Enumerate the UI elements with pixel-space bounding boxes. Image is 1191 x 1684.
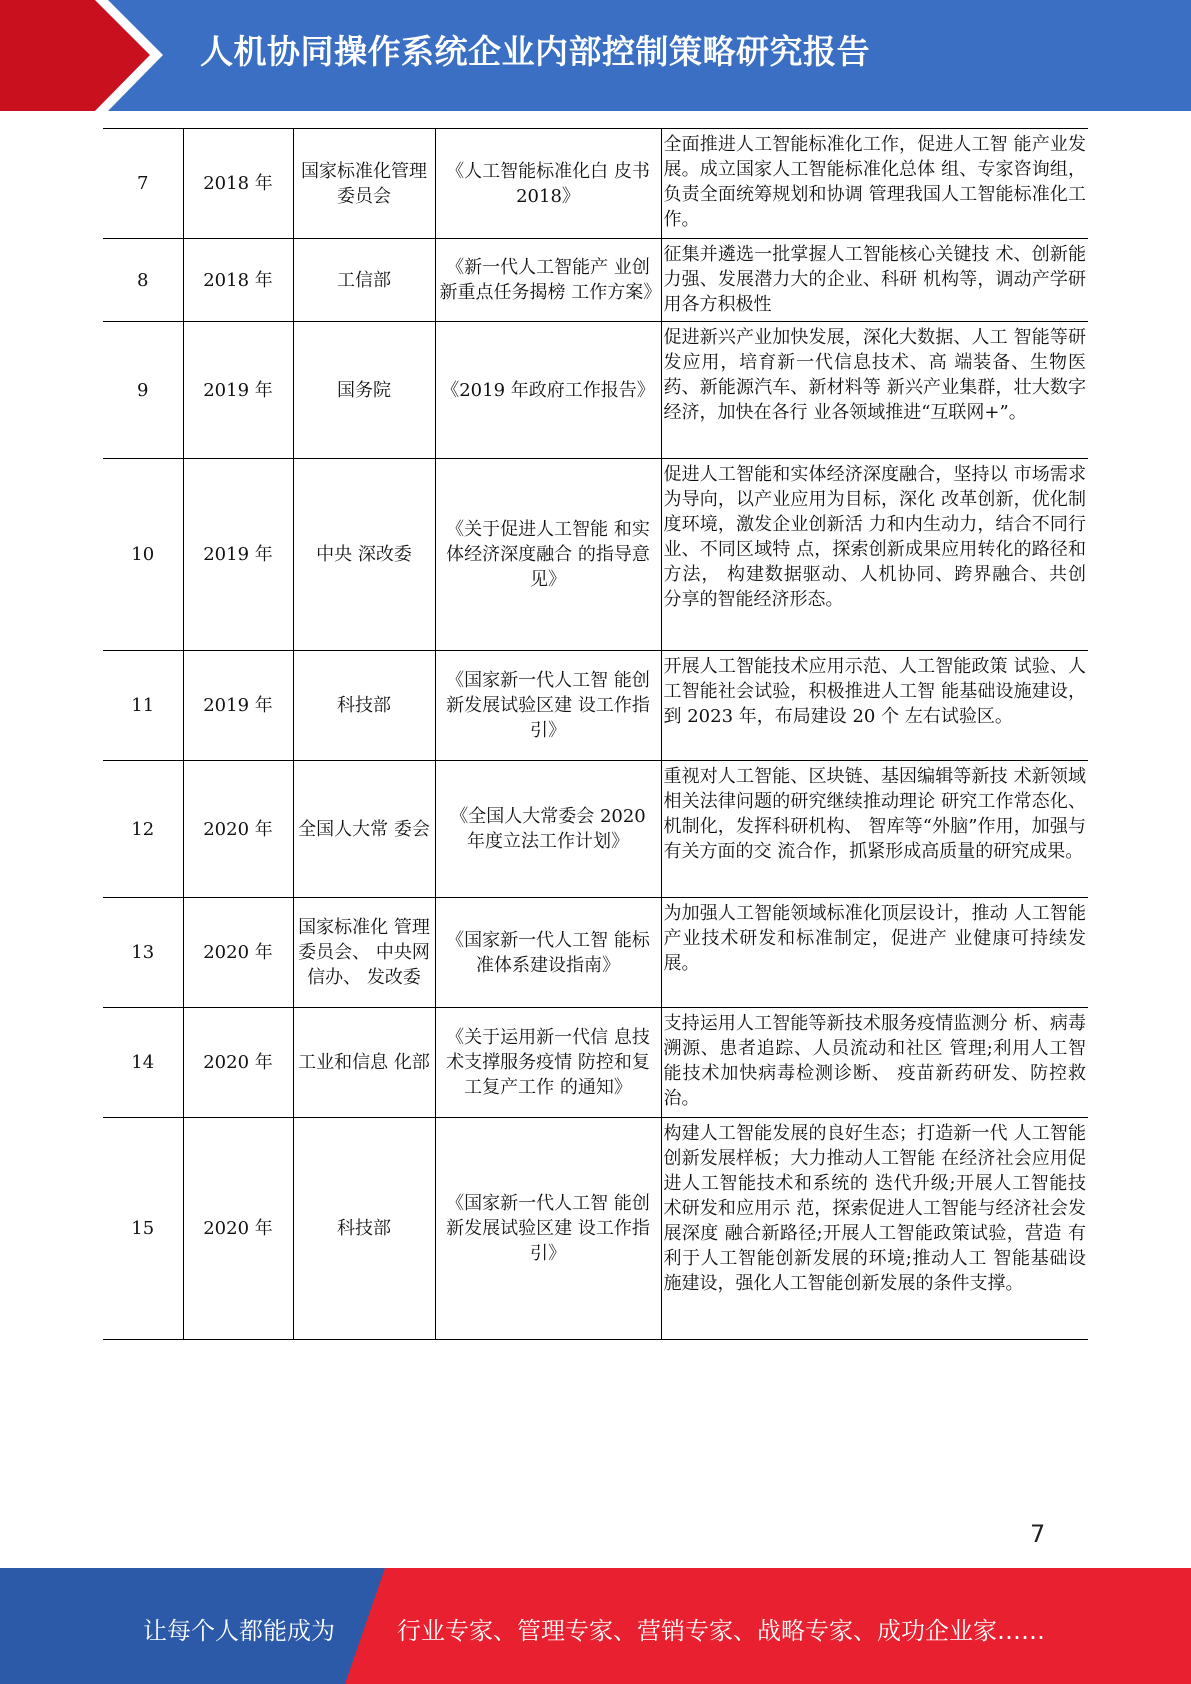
row-number: 10 xyxy=(103,459,183,651)
row-year: 2020 年 xyxy=(183,761,293,898)
policy-table xyxy=(103,128,1088,1340)
row-document: 《新一代人工智能产 业创新重点任务揭榜 工作方案》 xyxy=(435,239,661,322)
row-number: 15 xyxy=(103,1118,183,1340)
row-organization: 国家标准化 管理委员会、 中央网信办、 发改委 xyxy=(293,898,435,1008)
row-document: 《2019 年政府工作报告》 xyxy=(435,322,661,459)
row-document: 《关于运用新一代信 息技术支撑服务疫情 防控和复工复产工作 的通知》 xyxy=(435,1008,661,1118)
page-number: 7 xyxy=(1030,1520,1046,1548)
row-year: 2019 年 xyxy=(183,322,293,459)
row-year: 2018 年 xyxy=(183,129,293,239)
row-description: 促进人工智能和实体经济深度融合，坚持以 市场需求为导向，以产业应用为目标，深化 改革创新，优化制度环境，激发企业创新活 力和内生动力，结合不同行业、不同区域特 点，探索创新成果应用转化的路径和方法， 构建数据驱动、人机协同、跨界融合、共创 分享的智能经济形态。 xyxy=(661,459,1088,651)
row-year: 2019 年 xyxy=(183,459,293,651)
row-number: 8 xyxy=(103,239,183,322)
row-document: 《国家新一代人工智 能创新发展试验区建 设工作指引》 xyxy=(435,1118,661,1340)
row-organization: 科技部 xyxy=(293,1118,435,1340)
row-description: 全面推进人工智能标准化工作，促进人工智 能产业发展。成立国家人工智能标准化总体 组、专家咨询组，负责全面统筹规划和协调 管理我国人工智能标准化工作。 xyxy=(661,129,1088,239)
row-year: 2020 年 xyxy=(183,1118,293,1340)
row-description: 构建人工智能发展的良好生态；打造新一代 人工智能创新发展样板；大力推动人工智能 在经济社会应用促进人工智能技术和系统的 迭代升级;开展人工智能技术研发和应用示 范，探索促进人工智能与经济社会发展深度 融合新路径;开展人工智能政策试验，营造 有利于人工智能创新发展的环境;推动人工 智能基础设施建设，强化人工智能创新发展的条件支撑。 xyxy=(661,1118,1088,1340)
row-description: 征集并遴选一批掌握人工智能核心关键技 术、创新能力强、发展潜力大的企业、科研 机构等，调动产学研用各方积极性 xyxy=(661,239,1088,322)
table-row xyxy=(103,898,1088,1008)
row-description: 为加强人工智能领域标准化顶层设计，推动 人工智能产业技术研发和标准制定，促进产 业健康可持续发展。 xyxy=(661,898,1088,1008)
row-organization: 工信部 xyxy=(293,239,435,322)
report-title: 人机协同操作系统企业内部控制策略研究报告 xyxy=(200,32,870,71)
row-document: 《国家新一代人工智 能标准体系建设指南》 xyxy=(435,898,661,1008)
row-number: 14 xyxy=(103,1008,183,1118)
table-row xyxy=(103,1118,1088,1340)
row-number: 9 xyxy=(103,322,183,459)
row-organization: 国务院 xyxy=(293,322,435,459)
row-year: 2018 年 xyxy=(183,239,293,322)
table-row xyxy=(103,239,1088,322)
table-row xyxy=(103,129,1088,239)
row-year: 2020 年 xyxy=(183,898,293,1008)
row-description: 开展人工智能技术应用示范、人工智能政策 试验、人工智能社会试验，积极推进人工智 能基础设施建设，到 2023 年，布局建设 20 个 左右试验区。 xyxy=(661,651,1088,761)
row-description: 重视对人工智能、区块链、基因编辑等新技 术新领域相关法律问题的研究继续推动理论 研究工作常态化、机制化，发挥科研机构、 智库等“外脑”作用，加强与有关方面的交 流合作，抓紧形成高质量的研究成果。 xyxy=(661,761,1088,898)
row-organization: 全国人大常 委会 xyxy=(293,761,435,898)
row-organization: 国家标准化管理委员会 xyxy=(293,129,435,239)
row-organization: 工业和信息 化部 xyxy=(293,1008,435,1118)
table-row xyxy=(103,651,1088,761)
table-row xyxy=(103,322,1088,459)
table-row xyxy=(103,1008,1088,1118)
row-year: 2019 年 xyxy=(183,651,293,761)
row-organization: 中央 深改委 xyxy=(293,459,435,651)
row-year: 2020 年 xyxy=(183,1008,293,1118)
row-document: 《国家新一代人工智 能创新发展试验区建 设工作指引》 xyxy=(435,651,661,761)
row-document: 《关于促进人工智能 和实体经济深度融合 的指导意见》 xyxy=(435,459,661,651)
table-row xyxy=(103,761,1088,898)
row-document: 《全国人大常委会 2020 年度立法工作计划》 xyxy=(435,761,661,898)
footer-slogan-left: 让每个人都能成为 xyxy=(143,1617,335,1645)
row-number: 7 xyxy=(103,129,183,239)
footer-slogan-right: 行业专家、管理专家、营销专家、战略专家、成功企业家…… xyxy=(397,1617,1045,1645)
row-number: 13 xyxy=(103,898,183,1008)
row-number: 12 xyxy=(103,761,183,898)
row-organization: 科技部 xyxy=(293,651,435,761)
page-footer xyxy=(0,1568,1191,1684)
row-description: 支持运用人工智能等新技术服务疫情监测分 析、病毒溯源、患者追踪、人员流动和社区 管理;利用人工智能技术加快病毒检测诊断、 疫苗新药研发、防控救治。 xyxy=(661,1008,1088,1118)
page-header xyxy=(0,0,1191,111)
row-description: 促进新兴产业加快发展，深化大数据、人工 智能等研发应用，培育新一代信息技术、高 端装备、生物医药、新能源汽车、新材料等 新兴产业集群，壮大数字经济，加快在各行 业各领域推进“互联网+”。 xyxy=(661,322,1088,459)
row-document: 《人工智能标准化白 皮书 2018》 xyxy=(435,129,661,239)
row-number: 11 xyxy=(103,651,183,761)
table-row xyxy=(103,459,1088,651)
